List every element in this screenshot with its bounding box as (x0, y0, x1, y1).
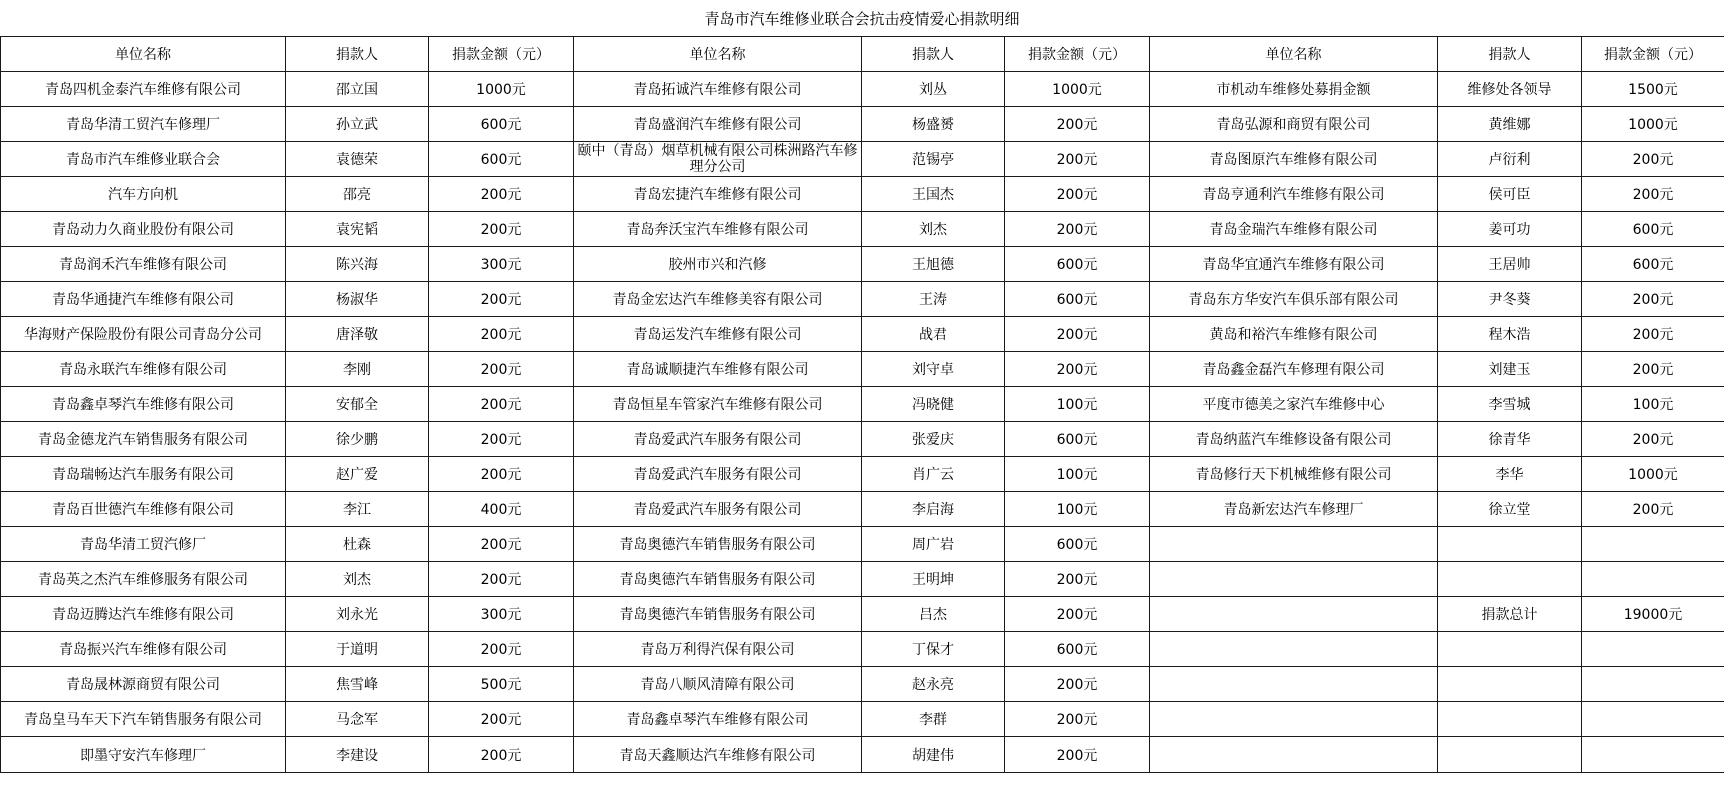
header-cell[interactable]: 单位名称 (1150, 37, 1438, 72)
table-cell[interactable]: 青岛爱武汽车服务有限公司 (574, 422, 862, 457)
table-cell[interactable]: 青岛盛润汽车维修有限公司 (574, 107, 862, 142)
table-cell[interactable]: 黄维娜 (1438, 107, 1582, 142)
table-row (1, 422, 1724, 457)
table-cell[interactable]: 范锡亭 (862, 142, 1005, 177)
table-row (1, 107, 1724, 142)
table-cell[interactable]: 李群 (862, 702, 1005, 737)
table-cell[interactable]: 侯可臣 (1438, 177, 1582, 212)
table-cell[interactable] (1150, 737, 1438, 773)
table-cell[interactable]: 姜可功 (1438, 212, 1582, 247)
table-cell[interactable]: 青岛恒星车管家汽车维修有限公司 (574, 387, 862, 422)
table-cell[interactable]: 青岛动力久商业股份有限公司 (1, 212, 286, 247)
table-cell[interactable]: 100元 (1582, 387, 1724, 422)
table-cell[interactable]: 1000元 (1582, 107, 1724, 142)
table-cell[interactable] (1582, 737, 1724, 773)
table-cell[interactable]: 胶州市兴和汽修 (574, 247, 862, 282)
table-cell[interactable]: 青岛新宏达汽车修理厂 (1150, 492, 1438, 527)
table-cell[interactable]: 即墨守安汽车修理厂 (1, 737, 286, 773)
table-cell[interactable]: 青岛金德龙汽车销售服务有限公司 (1, 422, 286, 457)
table-cell[interactable]: 尹冬葵 (1438, 282, 1582, 317)
table-row (1, 387, 1724, 422)
table-row (1, 527, 1724, 562)
table-cell[interactable]: 青岛奥德汽车销售服务有限公司 (574, 597, 862, 632)
table-cell[interactable]: 陈兴海 (286, 247, 429, 282)
table-cell[interactable]: 徐青华 (1438, 422, 1582, 457)
table-cell[interactable]: 李华 (1438, 457, 1582, 492)
table-cell[interactable]: 刘杰 (862, 212, 1005, 247)
table-cell[interactable] (1582, 562, 1724, 597)
table-cell[interactable]: 400元 (429, 492, 574, 527)
table-cell[interactable]: 青岛诚顺捷汽车维修有限公司 (574, 352, 862, 387)
table-cell[interactable]: 1000元 (1582, 457, 1724, 492)
table-cell[interactable]: 李启海 (862, 492, 1005, 527)
table-row (1, 142, 1724, 177)
table-cell[interactable]: 黄岛和裕汽车维修有限公司 (1150, 317, 1438, 352)
table-cell[interactable]: 袁宪韬 (286, 212, 429, 247)
table-cell[interactable]: 战君 (862, 317, 1005, 352)
table-cell[interactable]: 200元 (429, 632, 574, 667)
header-cell[interactable]: 捐款人 (286, 37, 429, 72)
table-cell[interactable]: 青岛宏捷汽车维修有限公司 (574, 177, 862, 212)
table-cell[interactable]: 200元 (1582, 177, 1724, 212)
table-cell[interactable]: 200元 (1582, 422, 1724, 457)
table-row (1, 562, 1724, 597)
table-cell[interactable]: 刘永光 (286, 597, 429, 632)
table-cell[interactable]: 赵永亮 (862, 667, 1005, 702)
table-cell[interactable]: 安郁全 (286, 387, 429, 422)
table-cell[interactable]: 200元 (429, 527, 574, 562)
table-row (1, 492, 1724, 527)
table-cell[interactable]: 青岛八顺风清障有限公司 (574, 667, 862, 702)
table-cell[interactable]: 200元 (429, 457, 574, 492)
table-cell[interactable]: 200元 (1005, 562, 1150, 597)
table-cell[interactable]: 200元 (429, 387, 574, 422)
table-cell[interactable]: 青岛亨通利汽车维修有限公司 (1150, 177, 1438, 212)
table-row (1, 282, 1724, 317)
table-row (1, 177, 1724, 212)
table-cell[interactable] (1150, 527, 1438, 562)
table-cell[interactable]: 青岛晟林源商贸有限公司 (1, 667, 286, 702)
table-cell[interactable] (1582, 702, 1724, 737)
table-cell[interactable]: 青岛华清工贸汽车修理厂 (1, 107, 286, 142)
table-cell[interactable]: 青岛瑞畅达汽车服务有限公司 (1, 457, 286, 492)
table-cell[interactable]: 维修处各领导 (1438, 72, 1582, 107)
header-cell[interactable]: 单位名称 (1, 37, 286, 72)
table-cell[interactable]: 200元 (1005, 212, 1150, 247)
table-cell[interactable]: 焦雪峰 (286, 667, 429, 702)
table-cell[interactable]: 100元 (1005, 457, 1150, 492)
table-cell[interactable] (1438, 702, 1582, 737)
table-cell[interactable]: 青岛华宜通汽车维修有限公司 (1150, 247, 1438, 282)
table-cell[interactable]: 200元 (429, 352, 574, 387)
header-cell[interactable]: 捐款金额（元） (1005, 37, 1150, 72)
table-cell[interactable]: 青岛鑫卓琴汽车维修有限公司 (574, 702, 862, 737)
table-cell[interactable]: 吕杰 (862, 597, 1005, 632)
table-cell[interactable]: 青岛鑫金磊汽车修理有限公司 (1150, 352, 1438, 387)
table-row (1, 597, 1724, 632)
table-cell[interactable]: 邵立国 (286, 72, 429, 107)
table-cell[interactable]: 王明坤 (862, 562, 1005, 597)
table-cell[interactable]: 李江 (286, 492, 429, 527)
table-cell[interactable]: 青岛万利得汽保有限公司 (574, 632, 862, 667)
table-cell[interactable]: 600元 (1005, 527, 1150, 562)
table-cell[interactable]: 600元 (1005, 247, 1150, 282)
table-cell[interactable]: 青岛百世德汽车维修有限公司 (1, 492, 286, 527)
table-cell[interactable]: 赵广爱 (286, 457, 429, 492)
table-cell[interactable]: 华海财产保险股份有限公司青岛分公司 (1, 317, 286, 352)
table-cell[interactable]: 200元 (429, 177, 574, 212)
table-cell[interactable]: 青岛爱武汽车服务有限公司 (574, 492, 862, 527)
table-cell[interactable]: 青岛润禾汽车维修有限公司 (1, 247, 286, 282)
table-cell[interactable]: 200元 (1005, 702, 1150, 737)
table-cell[interactable] (1150, 597, 1438, 632)
table-cell[interactable] (1582, 667, 1724, 702)
table-cell[interactable]: 颐中（青岛）烟草机械有限公司株洲路汽车修理分公司 (574, 142, 862, 177)
table-cell[interactable]: 胡建伟 (862, 737, 1005, 773)
table-cell[interactable] (1582, 527, 1724, 562)
table-cell[interactable]: 青岛市汽车维修业联合会 (1, 142, 286, 177)
table-cell[interactable]: 青岛四机金泰汽车维修有限公司 (1, 72, 286, 107)
table-cell[interactable]: 李雪城 (1438, 387, 1582, 422)
table-cell[interactable]: 200元 (1005, 737, 1150, 773)
table-cell[interactable]: 200元 (1005, 107, 1150, 142)
table-cell[interactable] (1150, 562, 1438, 597)
table-cell[interactable]: 200元 (429, 702, 574, 737)
header-row (1, 37, 1724, 72)
table-cell[interactable] (1150, 702, 1438, 737)
table-row (1, 632, 1724, 667)
table-cell[interactable]: 100元 (1005, 387, 1150, 422)
table-cell[interactable]: 300元 (429, 247, 574, 282)
table-cell[interactable]: 青岛英之杰汽车维修服务有限公司 (1, 562, 286, 597)
table-cell[interactable] (1438, 667, 1582, 702)
table-cell[interactable]: 青岛运发汽车维修有限公司 (574, 317, 862, 352)
table-cell[interactable] (1150, 632, 1438, 667)
table-cell[interactable]: 青岛纳蓝汽车维修设备有限公司 (1150, 422, 1438, 457)
table-cell[interactable]: 捐款总计 (1438, 597, 1582, 632)
table-cell[interactable]: 200元 (1005, 142, 1150, 177)
table-cell[interactable]: 200元 (429, 737, 574, 773)
table-cell[interactable]: 王涛 (862, 282, 1005, 317)
table-cell[interactable]: 肖广云 (862, 457, 1005, 492)
table-cell[interactable]: 青岛弘源和商贸有限公司 (1150, 107, 1438, 142)
table-cell[interactable]: 100元 (1005, 492, 1150, 527)
table-cell[interactable]: 青岛东方华安汽车俱乐部有限公司 (1150, 282, 1438, 317)
table-cell[interactable]: 200元 (1582, 492, 1724, 527)
table-cell[interactable]: 200元 (1005, 317, 1150, 352)
table-cell[interactable]: 周广岩 (862, 527, 1005, 562)
table-cell[interactable]: 袁德荣 (286, 142, 429, 177)
table-cell[interactable]: 200元 (429, 317, 574, 352)
header-cell[interactable]: 捐款人 (1438, 37, 1582, 72)
table-cell[interactable]: 青岛金瑞汽车维修有限公司 (1150, 212, 1438, 247)
table-cell[interactable]: 200元 (429, 562, 574, 597)
table-cell[interactable]: 200元 (1582, 282, 1724, 317)
table-cell[interactable]: 1000元 (429, 72, 574, 107)
table-cell[interactable] (1438, 632, 1582, 667)
table-cell[interactable]: 孙立武 (286, 107, 429, 142)
table-cell[interactable]: 600元 (1582, 212, 1724, 247)
table-cell[interactable] (1582, 632, 1724, 667)
table-cell[interactable]: 刘丛 (862, 72, 1005, 107)
table-row (1, 212, 1724, 247)
table-cell[interactable]: 青岛皇马车天下汽车销售服务有限公司 (1, 702, 286, 737)
table-cell[interactable]: 青岛华通捷汽车维修有限公司 (1, 282, 286, 317)
table-cell[interactable]: 李建设 (286, 737, 429, 773)
table-cell[interactable]: 邵亮 (286, 177, 429, 212)
table-cell[interactable]: 青岛修行天下机械维修有限公司 (1150, 457, 1438, 492)
table-cell[interactable]: 200元 (1582, 352, 1724, 387)
table-row (1, 667, 1724, 702)
table-cell[interactable] (1438, 737, 1582, 773)
table-cell[interactable]: 王居帅 (1438, 247, 1582, 282)
table-cell[interactable]: 600元 (1005, 282, 1150, 317)
table-cell[interactable]: 600元 (1005, 632, 1150, 667)
table-cell[interactable]: 1500元 (1582, 72, 1724, 107)
table-cell[interactable]: 汽车方向机 (1, 177, 286, 212)
table-cell[interactable] (1438, 527, 1582, 562)
table-cell[interactable]: 200元 (1582, 317, 1724, 352)
table-cell[interactable]: 200元 (1005, 352, 1150, 387)
table-cell[interactable]: 300元 (429, 597, 574, 632)
table-cell[interactable] (1150, 667, 1438, 702)
table-cell[interactable]: 刘守卓 (862, 352, 1005, 387)
table-cell[interactable]: 600元 (429, 107, 574, 142)
table-cell[interactable]: 青岛奥德汽车销售服务有限公司 (574, 527, 862, 562)
table-cell[interactable]: 李刚 (286, 352, 429, 387)
table-cell[interactable]: 平度市德美之家汽车维修中心 (1150, 387, 1438, 422)
table-cell[interactable]: 青岛振兴汽车维修有限公司 (1, 632, 286, 667)
table-row (1, 737, 1724, 773)
donation-table (0, 36, 1724, 773)
table-cell[interactable]: 200元 (1582, 142, 1724, 177)
table-cell[interactable]: 刘杰 (286, 562, 429, 597)
header-cell[interactable]: 捐款金额（元） (1582, 37, 1724, 72)
table-cell[interactable]: 青岛天鑫顺达汽车维修有限公司 (574, 737, 862, 773)
table-row (1, 317, 1724, 352)
table-cell[interactable]: 青岛鑫卓琴汽车维修有限公司 (1, 387, 286, 422)
table-cell[interactable]: 200元 (1005, 177, 1150, 212)
table-cell[interactable]: 马念军 (286, 702, 429, 737)
table-cell[interactable]: 王国杰 (862, 177, 1005, 212)
table-cell[interactable]: 丁保才 (862, 632, 1005, 667)
table-row (1, 702, 1724, 737)
table-row (1, 247, 1724, 282)
table-cell[interactable]: 200元 (429, 212, 574, 247)
table-cell[interactable]: 19000元 (1582, 597, 1724, 632)
table-cell[interactable]: 青岛永联汽车维修有限公司 (1, 352, 286, 387)
table-cell[interactable] (1438, 562, 1582, 597)
table-cell[interactable]: 市机动车维修处募捐金额 (1150, 72, 1438, 107)
table-cell[interactable]: 徐立堂 (1438, 492, 1582, 527)
table-row (1, 72, 1724, 107)
table-cell[interactable]: 青岛爱武汽车服务有限公司 (574, 457, 862, 492)
table-cell[interactable]: 青岛拓诚汽车维修有限公司 (574, 72, 862, 107)
table-cell[interactable]: 杨盛赟 (862, 107, 1005, 142)
table-cell[interactable]: 杨淑华 (286, 282, 429, 317)
table-cell[interactable]: 王旭德 (862, 247, 1005, 282)
table-cell[interactable]: 200元 (429, 282, 574, 317)
table-row (1, 457, 1724, 492)
table-cell[interactable]: 1000元 (1005, 72, 1150, 107)
table-cell[interactable]: 刘建玉 (1438, 352, 1582, 387)
table-cell[interactable]: 徐少鹏 (286, 422, 429, 457)
table-cell[interactable]: 青岛迈腾达汽车维修有限公司 (1, 597, 286, 632)
table-cell[interactable]: 200元 (1005, 667, 1150, 702)
header-cell[interactable]: 捐款金额（元） (429, 37, 574, 72)
table-cell[interactable]: 200元 (1005, 597, 1150, 632)
table-cell[interactable]: 卢衍利 (1438, 142, 1582, 177)
table-cell[interactable]: 青岛奔沃宝汽车维修有限公司 (574, 212, 862, 247)
table-cell[interactable]: 青岛图原汽车维修有限公司 (1150, 142, 1438, 177)
table-cell[interactable]: 冯晓健 (862, 387, 1005, 422)
table-cell[interactable]: 500元 (429, 667, 574, 702)
table-cell[interactable]: 200元 (429, 422, 574, 457)
table-cell[interactable]: 于道明 (286, 632, 429, 667)
header-cell[interactable]: 捐款人 (862, 37, 1005, 72)
table-cell[interactable]: 600元 (1582, 247, 1724, 282)
table-cell[interactable]: 600元 (429, 142, 574, 177)
table-body (1, 72, 1724, 773)
table-cell[interactable]: 程木浩 (1438, 317, 1582, 352)
table-cell[interactable]: 青岛金宏达汽车维修美容有限公司 (574, 282, 862, 317)
table-cell[interactable]: 杜森 (286, 527, 429, 562)
table-row (1, 352, 1724, 387)
table-cell[interactable]: 青岛华清工贸汽修厂 (1, 527, 286, 562)
header-cell[interactable]: 单位名称 (574, 37, 862, 72)
table-cell[interactable]: 青岛奥德汽车销售服务有限公司 (574, 562, 862, 597)
sheet-title: 青岛市汽车维修业联合会抗击疫情爱心捐款明细 (704, 10, 1020, 28)
table-cell[interactable]: 张爱庆 (862, 422, 1005, 457)
table-cell[interactable]: 唐泽敬 (286, 317, 429, 352)
table-cell[interactable]: 600元 (1005, 422, 1150, 457)
